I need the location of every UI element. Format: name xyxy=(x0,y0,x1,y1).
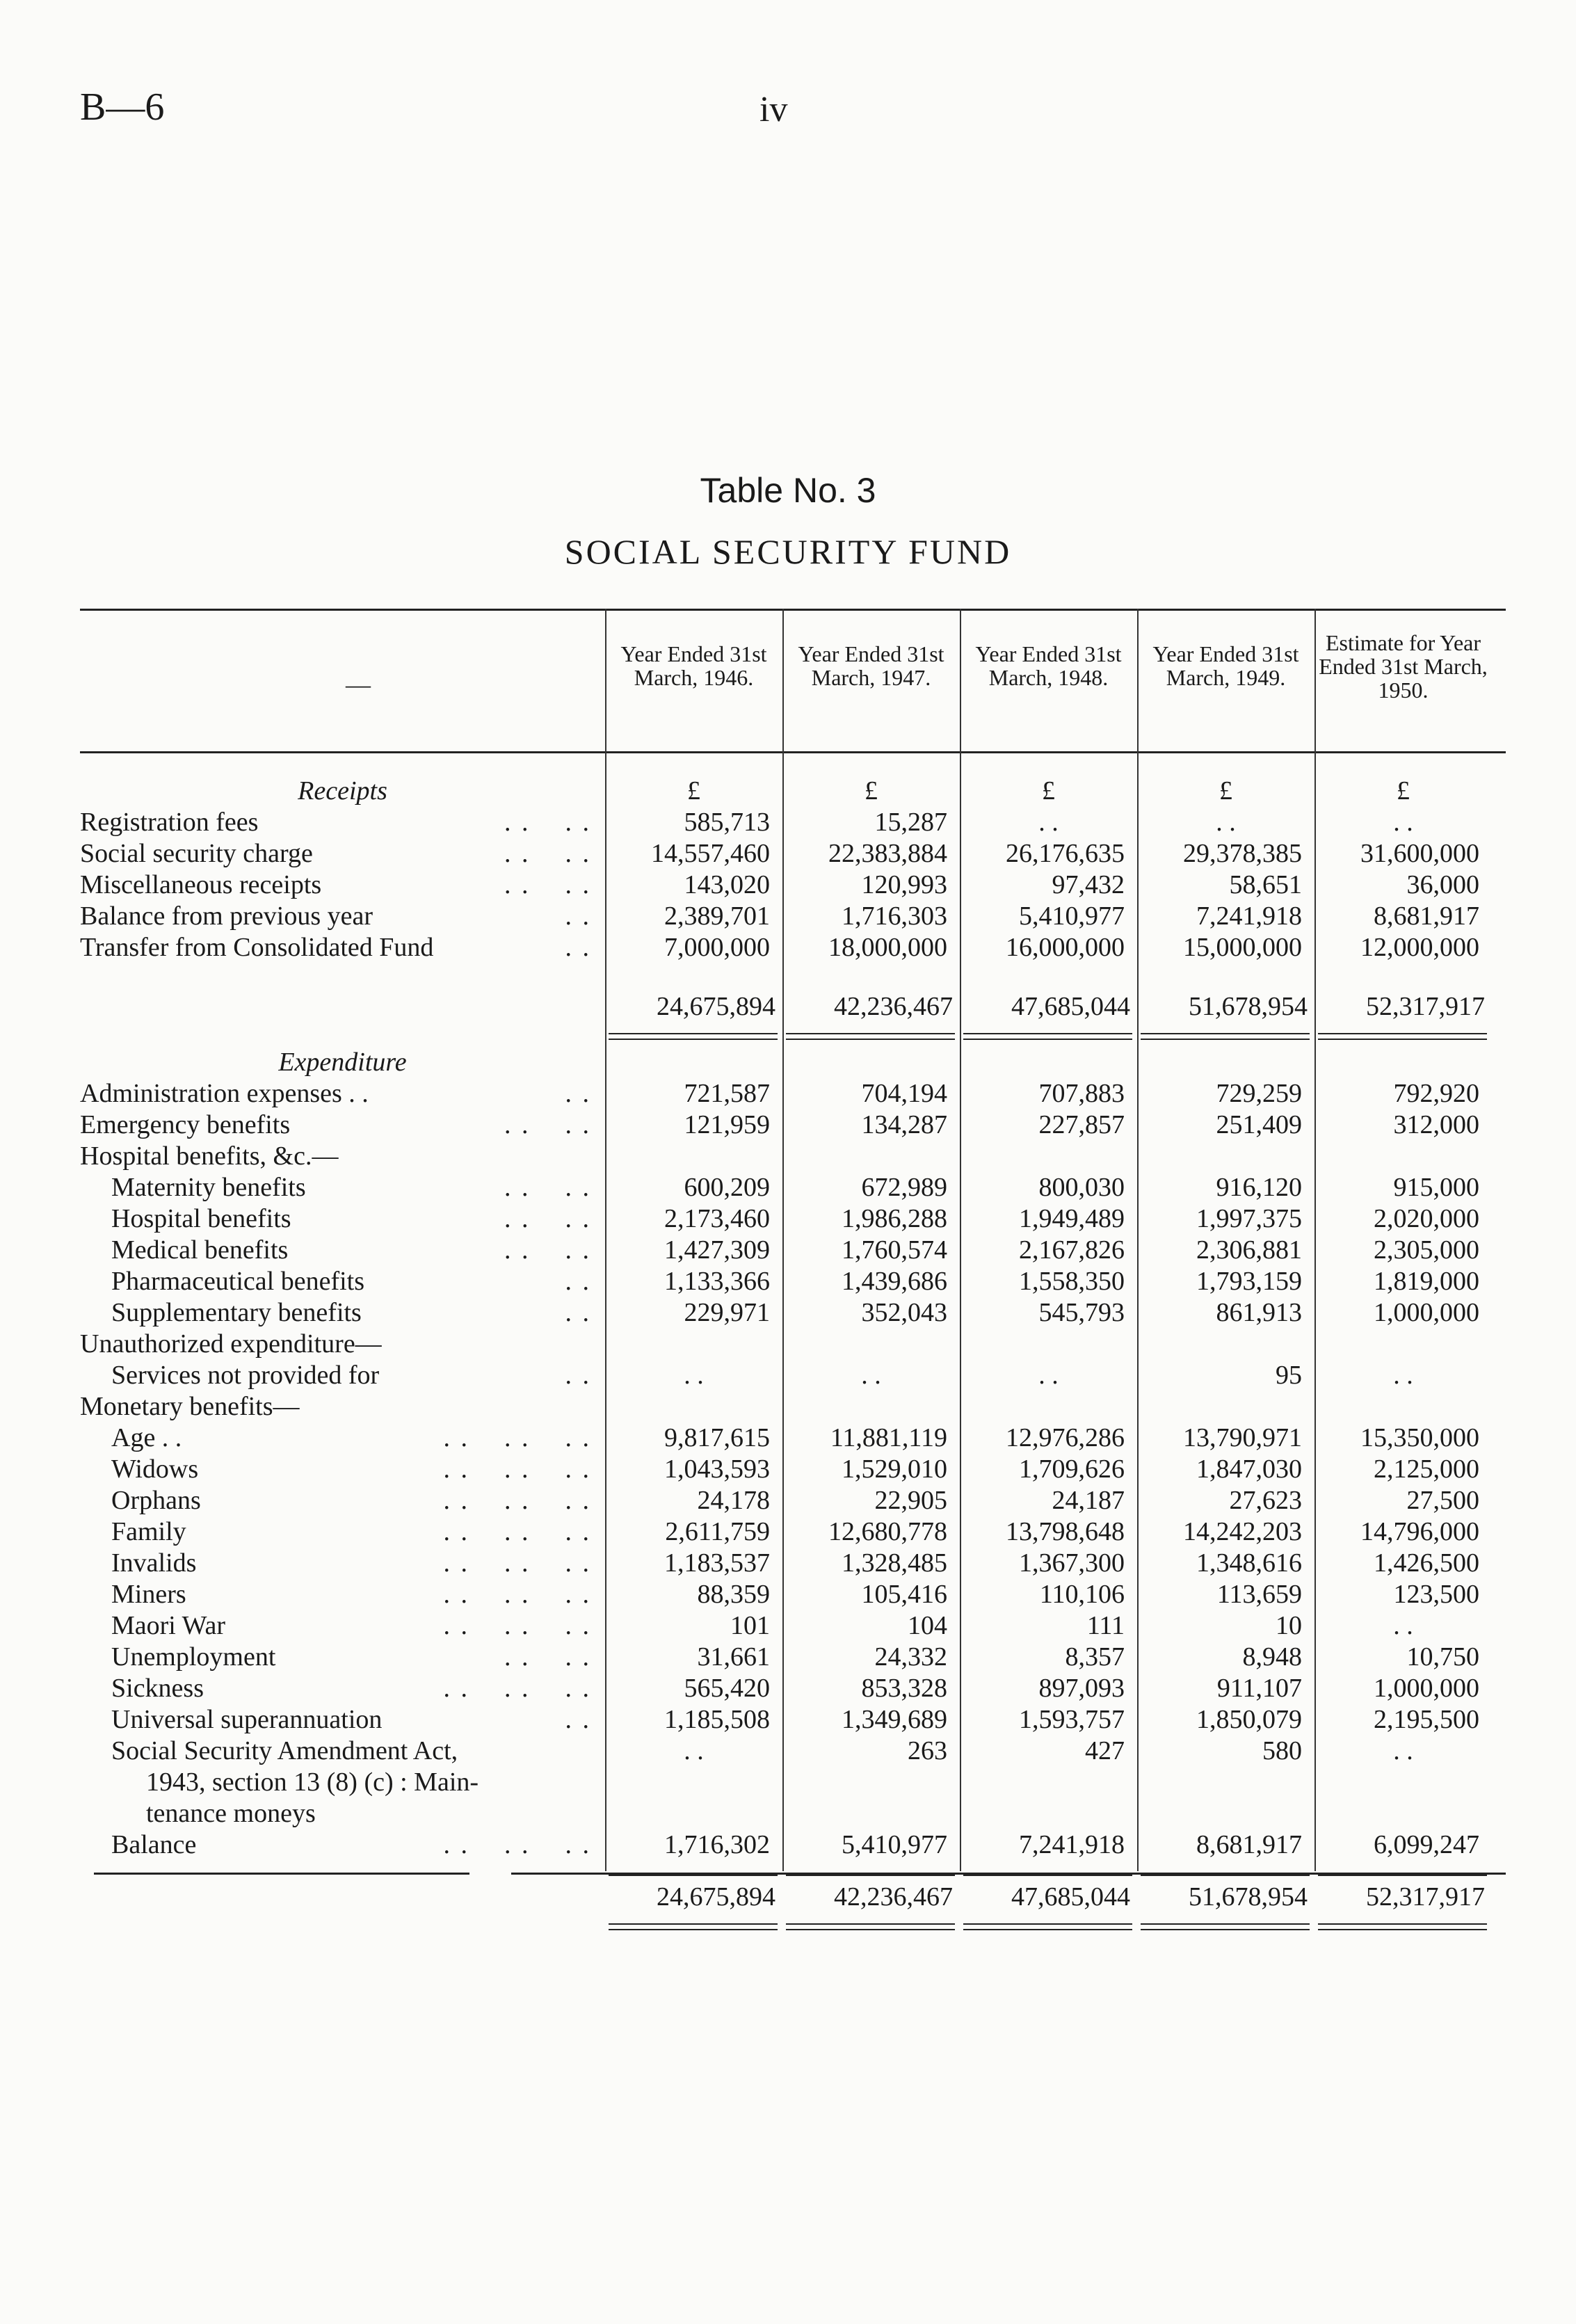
row-value: 916,120 xyxy=(1216,1173,1302,1202)
double-rule xyxy=(1318,1033,1487,1034)
row-value: 1,426,500 xyxy=(1374,1548,1479,1578)
row-value: 1,000,000 xyxy=(1374,1674,1479,1703)
row-value: 10 xyxy=(1276,1611,1302,1640)
row-value: 36,000 xyxy=(1406,870,1479,899)
row-value: 16,000,000 xyxy=(1006,933,1125,962)
empty-value: . . xyxy=(1393,1611,1413,1640)
page-number: iv xyxy=(759,90,788,129)
row-value: 312,000 xyxy=(1393,1110,1479,1139)
expenditure-heading: Expenditure xyxy=(278,1048,407,1077)
empty-value: . . xyxy=(1038,1361,1059,1390)
row-value: 672,989 xyxy=(861,1173,947,1202)
leader-dots: . . . . . . xyxy=(443,1548,591,1578)
row-value: 12,000,000 xyxy=(1360,933,1479,962)
row-label: Widows xyxy=(111,1454,199,1484)
column-header: Year Ended 31st March, 1946. xyxy=(620,641,767,690)
row-label: Transfer from Consolidated Fund xyxy=(80,933,434,962)
double-rule xyxy=(1141,1039,1310,1040)
row-value: 12,680,778 xyxy=(828,1517,947,1546)
row-label: Miscellaneous receipts xyxy=(80,870,322,899)
header-bottom-rule xyxy=(80,751,1506,753)
total-rule xyxy=(609,1875,778,1876)
row-value: 427 xyxy=(1085,1736,1125,1765)
leader-dots: . . . . xyxy=(504,839,591,868)
row-label: Unauthorized expenditure— xyxy=(80,1329,382,1359)
leader-dots: . . . . xyxy=(504,1204,591,1233)
row-value: 1,367,300 xyxy=(1019,1548,1125,1578)
double-rule xyxy=(786,1033,955,1034)
row-label: Monetary benefits— xyxy=(80,1392,300,1421)
currency-symbol: £ xyxy=(865,776,878,806)
double-rule xyxy=(609,1033,778,1034)
double-rule xyxy=(1141,1923,1310,1925)
row-value: 5,410,977 xyxy=(1019,901,1125,931)
row-value: 120,993 xyxy=(861,870,947,899)
leader-dots: . . . . xyxy=(504,1110,591,1139)
row-value: 585,713 xyxy=(684,808,770,837)
leader-dots: . . . . xyxy=(504,870,591,899)
double-rule xyxy=(963,1929,1132,1930)
receipts-heading: Receipts xyxy=(298,776,387,806)
row-label: Family xyxy=(111,1517,186,1546)
row-label: Registration fees xyxy=(80,808,259,837)
table-top-rule xyxy=(80,609,1506,611)
double-rule xyxy=(786,1039,955,1040)
row-label: Hospital benefits, &c.— xyxy=(80,1141,339,1171)
row-value: 15,000,000 xyxy=(1183,933,1302,962)
row-value: 2,195,500 xyxy=(1374,1705,1479,1734)
row-value: 22,383,884 xyxy=(828,839,947,868)
total-value: 52,317,917 xyxy=(1366,992,1485,1021)
row-value: 2,389,701 xyxy=(664,901,770,931)
currency-symbol: £ xyxy=(687,776,700,806)
row-value: 13,798,648 xyxy=(1006,1517,1125,1546)
double-rule xyxy=(786,1929,955,1930)
leader-dots: . . xyxy=(565,1298,591,1327)
empty-value: . . xyxy=(1393,808,1413,837)
row-value: 792,920 xyxy=(1393,1079,1479,1108)
double-rule xyxy=(1318,1923,1487,1925)
leader-dots: . . . . . . xyxy=(443,1611,591,1640)
row-value: 1,183,537 xyxy=(664,1548,770,1578)
leader-dots: . . . . xyxy=(504,1173,591,1202)
row-value: 1,349,689 xyxy=(842,1705,947,1734)
row-label: Pharmaceutical benefits xyxy=(111,1267,365,1296)
row-value: 8,681,917 xyxy=(1196,1830,1302,1859)
row-value: 26,176,635 xyxy=(1006,839,1125,868)
row-value: 7,000,000 xyxy=(664,933,770,962)
leader-dots: . . . . . . xyxy=(443,1830,591,1859)
leader-dots: . . . . xyxy=(504,1642,591,1672)
double-rule xyxy=(1141,1929,1310,1930)
row-label: Supplementary benefits xyxy=(111,1298,362,1327)
row-value: 545,793 xyxy=(1038,1298,1125,1327)
double-rule xyxy=(1318,1039,1487,1040)
row-value: 1,986,288 xyxy=(842,1204,947,1233)
row-value: 915,000 xyxy=(1393,1173,1479,1202)
row-value: 1,043,593 xyxy=(664,1454,770,1484)
total-value: 51,678,954 xyxy=(1189,1882,1308,1912)
row-value: 2,173,460 xyxy=(664,1204,770,1233)
total-rule xyxy=(1141,1875,1310,1876)
row-label: tenance moneys xyxy=(146,1799,316,1828)
row-value: 5,410,977 xyxy=(842,1830,947,1859)
row-value: 911,107 xyxy=(1216,1674,1302,1703)
currency-symbol: £ xyxy=(1042,776,1055,806)
row-value: 6,099,247 xyxy=(1374,1830,1479,1859)
row-value: 143,020 xyxy=(684,870,770,899)
empty-value: . . xyxy=(1393,1361,1413,1390)
row-label: Social Security Amendment Act, xyxy=(111,1736,458,1765)
row-value: 12,976,286 xyxy=(1006,1423,1125,1452)
empty-value: . . xyxy=(684,1736,704,1765)
row-label: Invalids xyxy=(111,1548,197,1578)
empty-value: . . xyxy=(861,1361,881,1390)
row-value: 27,623 xyxy=(1229,1486,1302,1515)
row-label: Balance xyxy=(111,1830,197,1859)
row-value: 7,241,918 xyxy=(1019,1830,1125,1859)
row-label: 1943, section 13 (8) (c) : Main- xyxy=(146,1768,479,1797)
row-value: 22,905 xyxy=(874,1486,947,1515)
row-value: 800,030 xyxy=(1038,1173,1125,1202)
leader-dots: . . xyxy=(565,1361,591,1390)
leader-dots: . . . . . . xyxy=(443,1486,591,1515)
total-rule xyxy=(963,1875,1132,1876)
row-value: 352,043 xyxy=(861,1298,947,1327)
row-label: Services not provided for xyxy=(111,1361,380,1390)
row-value: 565,420 xyxy=(684,1674,770,1703)
double-rule xyxy=(1318,1929,1487,1930)
row-value: 14,796,000 xyxy=(1360,1517,1479,1546)
empty-value: . . xyxy=(1216,808,1236,837)
row-value: 1,850,079 xyxy=(1196,1705,1302,1734)
double-rule xyxy=(963,1039,1132,1040)
currency-symbol: £ xyxy=(1219,776,1232,806)
row-label: Hospital benefits xyxy=(111,1204,291,1233)
row-value: 2,305,000 xyxy=(1374,1235,1479,1265)
row-value: 8,357 xyxy=(1065,1642,1125,1672)
row-value: 1,997,375 xyxy=(1196,1204,1302,1233)
row-value: 101 xyxy=(730,1611,770,1640)
row-value: 13,790,971 xyxy=(1183,1423,1302,1452)
column-header: Year Ended 31st March, 1948. xyxy=(975,641,1122,690)
row-value: 14,557,460 xyxy=(651,839,770,868)
row-value: 729,259 xyxy=(1216,1079,1302,1108)
row-value: 24,178 xyxy=(697,1486,770,1515)
row-value: 27,500 xyxy=(1406,1486,1479,1515)
row-value: 14,242,203 xyxy=(1183,1517,1302,1546)
leader-dots: . . xyxy=(565,1705,591,1734)
leader-dots: . . . . . . xyxy=(443,1423,591,1452)
row-value: 1,348,616 xyxy=(1196,1548,1302,1578)
row-value: 1,716,303 xyxy=(842,901,947,931)
total-value: 24,675,894 xyxy=(657,1882,775,1912)
row-value: 1,328,485 xyxy=(842,1548,947,1578)
double-rule xyxy=(963,1923,1132,1925)
total-value: 24,675,894 xyxy=(657,992,775,1021)
row-value: 58,651 xyxy=(1229,870,1302,899)
row-value: 121,959 xyxy=(684,1110,770,1139)
row-value: 251,409 xyxy=(1216,1110,1302,1139)
row-value: 2,306,881 xyxy=(1196,1235,1302,1265)
empty-value: . . xyxy=(684,1361,704,1390)
currency-symbol: £ xyxy=(1397,776,1410,806)
row-value: 1,949,489 xyxy=(1019,1204,1125,1233)
row-label: Age . . xyxy=(111,1423,182,1452)
leader-dots: . . . . . . xyxy=(443,1454,591,1484)
column-header: Year Ended 31st March, 1947. xyxy=(798,641,944,690)
row-value: 229,971 xyxy=(684,1298,770,1327)
row-value: 8,948 xyxy=(1242,1642,1302,1672)
leader-dots: . . . . . . xyxy=(443,1517,591,1546)
row-label: Balance from previous year xyxy=(80,901,373,931)
row-value: 263 xyxy=(908,1736,947,1765)
row-value: 2,125,000 xyxy=(1374,1454,1479,1484)
total-value: 42,236,467 xyxy=(834,992,953,1021)
row-value: 111 xyxy=(1086,1611,1125,1640)
row-value: 29,378,385 xyxy=(1183,839,1302,868)
row-label: Orphans xyxy=(111,1486,201,1515)
row-value: 1,819,000 xyxy=(1374,1267,1479,1296)
row-value: 1,439,686 xyxy=(842,1267,947,1296)
row-value: 1,709,626 xyxy=(1019,1454,1125,1484)
leader-dots: . . xyxy=(565,1267,591,1296)
row-value: 31,661 xyxy=(697,1642,770,1672)
total-value: 51,678,954 xyxy=(1189,992,1308,1021)
row-value: 1,793,159 xyxy=(1196,1267,1302,1296)
row-value: 227,857 xyxy=(1038,1110,1125,1139)
row-value: 123,500 xyxy=(1393,1580,1479,1609)
total-value: 42,236,467 xyxy=(834,1882,953,1912)
row-value: 105,416 xyxy=(861,1580,947,1609)
row-label: Universal superannuation xyxy=(111,1705,383,1734)
row-value: 1,427,309 xyxy=(664,1235,770,1265)
row-value: 707,883 xyxy=(1038,1079,1125,1108)
row-label: Maori War xyxy=(111,1611,226,1640)
leader-dots: . . xyxy=(565,1079,591,1108)
row-value: 1,716,302 xyxy=(664,1830,770,1859)
social-security-fund-table xyxy=(80,609,1506,1912)
row-value: 104 xyxy=(908,1611,947,1640)
leader-dots: . . . . xyxy=(504,808,591,837)
row-value: 15,287 xyxy=(874,808,947,837)
empty-value: . . xyxy=(1038,808,1059,837)
leader-dots: . . . . . . xyxy=(443,1674,591,1703)
row-label: Miners xyxy=(111,1580,186,1609)
double-rule xyxy=(963,1033,1132,1034)
row-value: 10,750 xyxy=(1406,1642,1479,1672)
row-value: 1,133,366 xyxy=(664,1267,770,1296)
page-code: B—6 xyxy=(80,86,165,129)
table-number: Table No. 3 xyxy=(700,471,876,510)
row-value: 2,167,826 xyxy=(1019,1235,1125,1265)
row-value: 24,332 xyxy=(874,1642,947,1672)
table-bottom-rule xyxy=(94,1873,469,1875)
row-value: 1,000,000 xyxy=(1374,1298,1479,1327)
double-rule xyxy=(609,1039,778,1040)
double-rule xyxy=(609,1923,778,1925)
row-value: 18,000,000 xyxy=(828,933,947,962)
row-value: 897,093 xyxy=(1038,1674,1125,1703)
row-value: 134,287 xyxy=(861,1110,947,1139)
row-value: 24,187 xyxy=(1052,1486,1125,1515)
double-rule xyxy=(609,1929,778,1930)
row-value: 580 xyxy=(1262,1736,1302,1765)
total-rule xyxy=(1318,1875,1487,1876)
row-value: 97,432 xyxy=(1052,870,1125,899)
row-label: Unemployment xyxy=(111,1642,276,1672)
row-label: Sickness xyxy=(111,1674,204,1703)
row-label: Administration expenses . . xyxy=(80,1079,369,1108)
row-value: 95 xyxy=(1276,1361,1302,1390)
row-label: Medical benefits xyxy=(111,1235,289,1265)
row-value: 600,209 xyxy=(684,1173,770,1202)
row-value: 9,817,615 xyxy=(664,1423,770,1452)
row-label: Maternity benefits xyxy=(111,1173,306,1202)
total-value: 47,685,044 xyxy=(1011,992,1130,1021)
row-value: 704,194 xyxy=(861,1079,947,1108)
row-value: 8,681,917 xyxy=(1374,901,1479,931)
table-title: SOCIAL SECURITY FUND xyxy=(564,532,1012,571)
row-value: 7,241,918 xyxy=(1196,901,1302,931)
row-value: 1,185,508 xyxy=(664,1705,770,1734)
row-value: 853,328 xyxy=(861,1674,947,1703)
total-value: 52,317,917 xyxy=(1366,1882,1485,1912)
double-rule xyxy=(786,1923,955,1925)
row-label: Emergency benefits xyxy=(80,1110,291,1139)
column-header: Year Ended 31st March, 1949. xyxy=(1152,641,1299,690)
column-header: Estimate for Year Ended 31st March, 1950. xyxy=(1319,630,1488,703)
row-value: 88,359 xyxy=(697,1580,770,1609)
double-rule xyxy=(1141,1033,1310,1034)
leader-dots: . . xyxy=(565,933,591,962)
row-value: 1,760,574 xyxy=(842,1235,947,1265)
row-label: Social security charge xyxy=(80,839,313,868)
leader-dots: . . . . xyxy=(504,1235,591,1265)
row-value: 1,529,010 xyxy=(842,1454,947,1484)
row-value: 11,881,119 xyxy=(830,1423,947,1452)
leader-dots: . . xyxy=(565,901,591,931)
row-value: 1,593,757 xyxy=(1019,1705,1125,1734)
row-value: 1,847,030 xyxy=(1196,1454,1302,1484)
label-column-header: — xyxy=(346,671,371,698)
row-value: 861,913 xyxy=(1216,1298,1302,1327)
row-value: 113,659 xyxy=(1216,1580,1302,1609)
row-value: 110,106 xyxy=(1039,1580,1125,1609)
leader-dots: . . . . . . xyxy=(443,1580,591,1609)
row-value: 31,600,000 xyxy=(1360,839,1479,868)
empty-value: . . xyxy=(1393,1736,1413,1765)
row-value: 2,020,000 xyxy=(1374,1204,1479,1233)
total-rule xyxy=(786,1875,955,1876)
row-value: 721,587 xyxy=(684,1079,770,1108)
row-value: 15,350,000 xyxy=(1360,1423,1479,1452)
row-value: 2,611,759 xyxy=(665,1517,770,1546)
row-value: 1,558,350 xyxy=(1019,1267,1125,1296)
total-value: 47,685,044 xyxy=(1011,1882,1130,1912)
